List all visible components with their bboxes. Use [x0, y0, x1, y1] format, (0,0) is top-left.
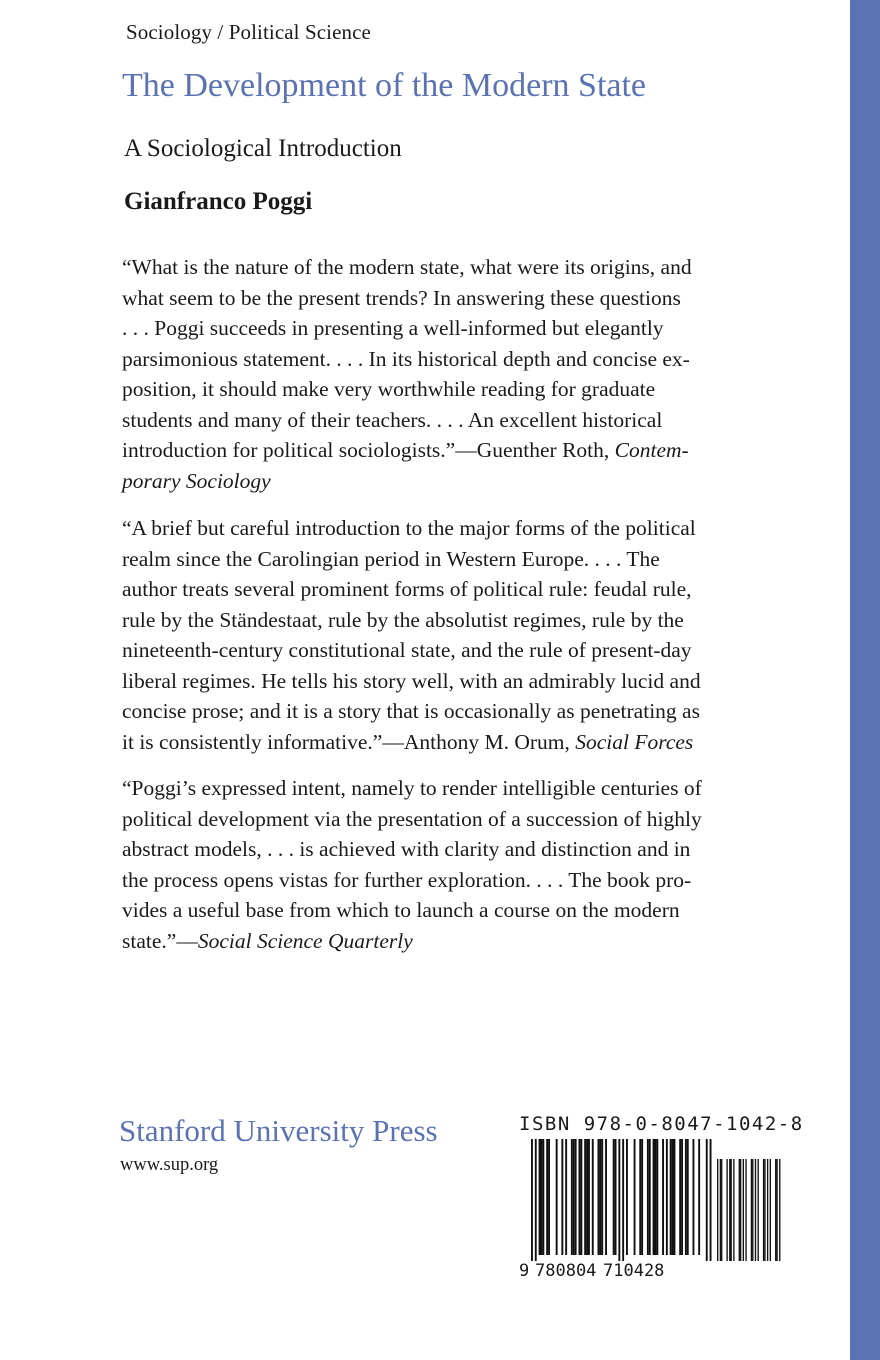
barcode-guard-bar	[531, 1139, 533, 1261]
book-subtitle: A Sociological Introduction	[124, 135, 402, 162]
barcode-guard-bar	[622, 1139, 624, 1261]
quote-line: parsimonious statement. . . . In its historical depth and concise ex-	[122, 346, 690, 371]
barcode-bar	[561, 1139, 563, 1255]
barcode-bar	[586, 1139, 588, 1255]
barcode-addon-bar	[779, 1159, 780, 1261]
barcode-bar	[615, 1139, 617, 1255]
spine-color-band	[850, 0, 880, 1360]
quote-line: . . . Poggi succeeds in presenting a well-informed but elegantly	[122, 316, 664, 340]
barcode-bar	[584, 1139, 586, 1255]
barcode-addon-bar	[733, 1159, 734, 1261]
barcode-bar	[634, 1139, 636, 1255]
quote-text: it is consistently informative.”—Anthony M. Orum,	[122, 729, 576, 754]
publisher-name: Stanford University Press	[119, 1113, 438, 1148]
barcode-bar	[580, 1139, 582, 1255]
quote-attribution-line	[122, 926, 772, 957]
quote-source: porary Sociology	[122, 468, 271, 493]
review-quote-2	[122, 513, 772, 757]
barcode-bar	[681, 1139, 683, 1255]
barcode-digits-right: 710428	[603, 1261, 665, 1279]
barcode-bar	[662, 1139, 664, 1255]
quote-source: Contem-	[614, 438, 689, 462]
barcode-addon-bar	[776, 1159, 777, 1261]
author-name: Gianfranco Poggi	[124, 188, 313, 215]
barcode-bar	[565, 1139, 567, 1255]
quote-attribution-line	[122, 435, 772, 466]
quote-line: students and many of their teachers. . . . An excellent historical	[122, 407, 663, 432]
barcode-bar	[546, 1139, 548, 1255]
barcode-bar	[666, 1139, 668, 1255]
barcode-bar	[579, 1139, 581, 1255]
barcode-bar	[647, 1139, 649, 1255]
quote-line: “A brief but careful introduction to the major forms of the political	[122, 516, 696, 540]
barcode-bar	[626, 1139, 628, 1255]
barcode-addon-bar	[751, 1159, 752, 1261]
barcode-bar	[674, 1139, 676, 1255]
barcode-bar	[601, 1139, 603, 1255]
barcode-bar	[687, 1139, 689, 1255]
barcode-addon-bar	[752, 1159, 753, 1261]
quote-text: state.”—	[122, 928, 198, 953]
barcode-bar	[653, 1139, 655, 1255]
barcode-addon-bar	[755, 1159, 756, 1261]
barcode-bar	[655, 1139, 657, 1255]
quote-line: vides a useful base from which to launch a course on the modern	[122, 898, 680, 922]
barcode-addon-bar	[726, 1159, 727, 1261]
barcode-bar	[679, 1139, 681, 1255]
barcode-guard-bar	[710, 1139, 712, 1261]
barcode-bar	[542, 1139, 544, 1255]
barcode-digits-left: 780804	[535, 1261, 597, 1279]
barcode-addon-bar	[770, 1159, 771, 1261]
barcode-addon-bar	[739, 1159, 740, 1261]
barcode-bar	[541, 1139, 543, 1255]
barcode-bar	[641, 1139, 643, 1255]
publisher-website: www.sup.org	[120, 1155, 219, 1175]
barcode-bar	[639, 1139, 641, 1255]
quote-source: Social Forces	[575, 729, 694, 754]
barcode-digit-first: 9	[519, 1261, 530, 1279]
barcode-bar	[571, 1139, 573, 1255]
isbn-label: ISBN 978-0-8047-1042-8	[519, 1113, 804, 1135]
quote-line: nineteenth-century constitutional state, and the rule of present-day	[122, 638, 692, 662]
barcode-bar	[598, 1139, 600, 1255]
barcode-bar	[599, 1139, 601, 1255]
barcode-bar	[573, 1139, 575, 1255]
barcode-guard-bar	[618, 1139, 620, 1261]
quote-line: “Poggi’s expressed intent, namely to render intelligible centuries of	[122, 776, 702, 800]
quote-line: author treats several prominent forms of political rule: feudal rule,	[122, 577, 692, 601]
quote-line: concise prose; and it is a story that is occasionally as penetrating as	[122, 699, 700, 723]
review-quote-3	[122, 773, 772, 956]
barcode-bar	[698, 1139, 700, 1255]
barcode-addon-bar	[767, 1159, 768, 1261]
barcode-addon-bar	[745, 1159, 746, 1261]
barcode-bar	[588, 1139, 590, 1255]
quote-line: abstract models, . . . is achieved with clarity and distinction and in	[122, 837, 691, 861]
barcode-addon-bar	[764, 1159, 765, 1261]
book-title: The Development of the Modern State	[122, 67, 647, 104]
quote-line: position, it should make very worthwhile reading for graduate	[122, 377, 656, 401]
quote-line: “What is the nature of the modern state, what were its origins, and	[122, 255, 692, 279]
barcode-addon-bar	[740, 1159, 741, 1261]
barcode-addon-bar	[743, 1159, 744, 1261]
barcode-addon-bar	[763, 1159, 764, 1261]
barcode-addon-bar	[717, 1159, 718, 1261]
barcode-addon-bar	[731, 1159, 732, 1261]
quote-line: what seem to be the present trends? In answering these questions	[122, 285, 681, 310]
quote-source: Social Science Quarterly	[197, 928, 413, 953]
barcode-bar	[693, 1139, 695, 1255]
barcode-bar	[656, 1139, 658, 1255]
barcode-bar	[605, 1139, 607, 1255]
barcode-bar	[539, 1139, 541, 1255]
quote-attribution-line	[122, 727, 772, 758]
barcode-bar	[613, 1139, 615, 1255]
barcode-addon-bar	[721, 1159, 722, 1261]
quote-line: political development via the presentation of a succession of highly	[122, 806, 702, 831]
barcode-guard-bar	[535, 1139, 537, 1261]
quote-line: realm since the Carolingian period in Western Europe. . . . The	[122, 546, 660, 571]
category-label: Sociology / Political Science	[126, 20, 371, 44]
quote-line: the process opens vistas for further exploration. . . . The book pro-	[122, 867, 692, 892]
barcode-addon-bar	[758, 1159, 759, 1261]
quote-line: liberal regimes. He tells his story well, with an admirably lucid and	[122, 668, 701, 693]
barcode-bar	[556, 1139, 558, 1255]
quote-line: rule by the Ständestaat, rule by the absolutist regimes, rule by the	[122, 607, 684, 632]
barcode-addon-bar	[729, 1159, 730, 1261]
barcode-bar	[548, 1139, 550, 1255]
barcode-bar	[592, 1139, 594, 1255]
barcode-bar	[575, 1139, 577, 1255]
barcode-addon-bar	[775, 1159, 776, 1261]
quote-text: introduction for political sociologists.”—Guenther Roth,	[122, 438, 615, 462]
quote-source-continued	[122, 466, 772, 497]
barcode-guard-bar	[706, 1139, 708, 1261]
barcode-bar	[685, 1139, 687, 1255]
isbn-barcode	[517, 1139, 787, 1279]
review-quote-1	[122, 252, 772, 496]
barcode-bar	[670, 1139, 672, 1255]
barcode-addon-bar	[720, 1159, 721, 1261]
barcode-bar	[649, 1139, 651, 1255]
barcode-bar	[672, 1139, 674, 1255]
